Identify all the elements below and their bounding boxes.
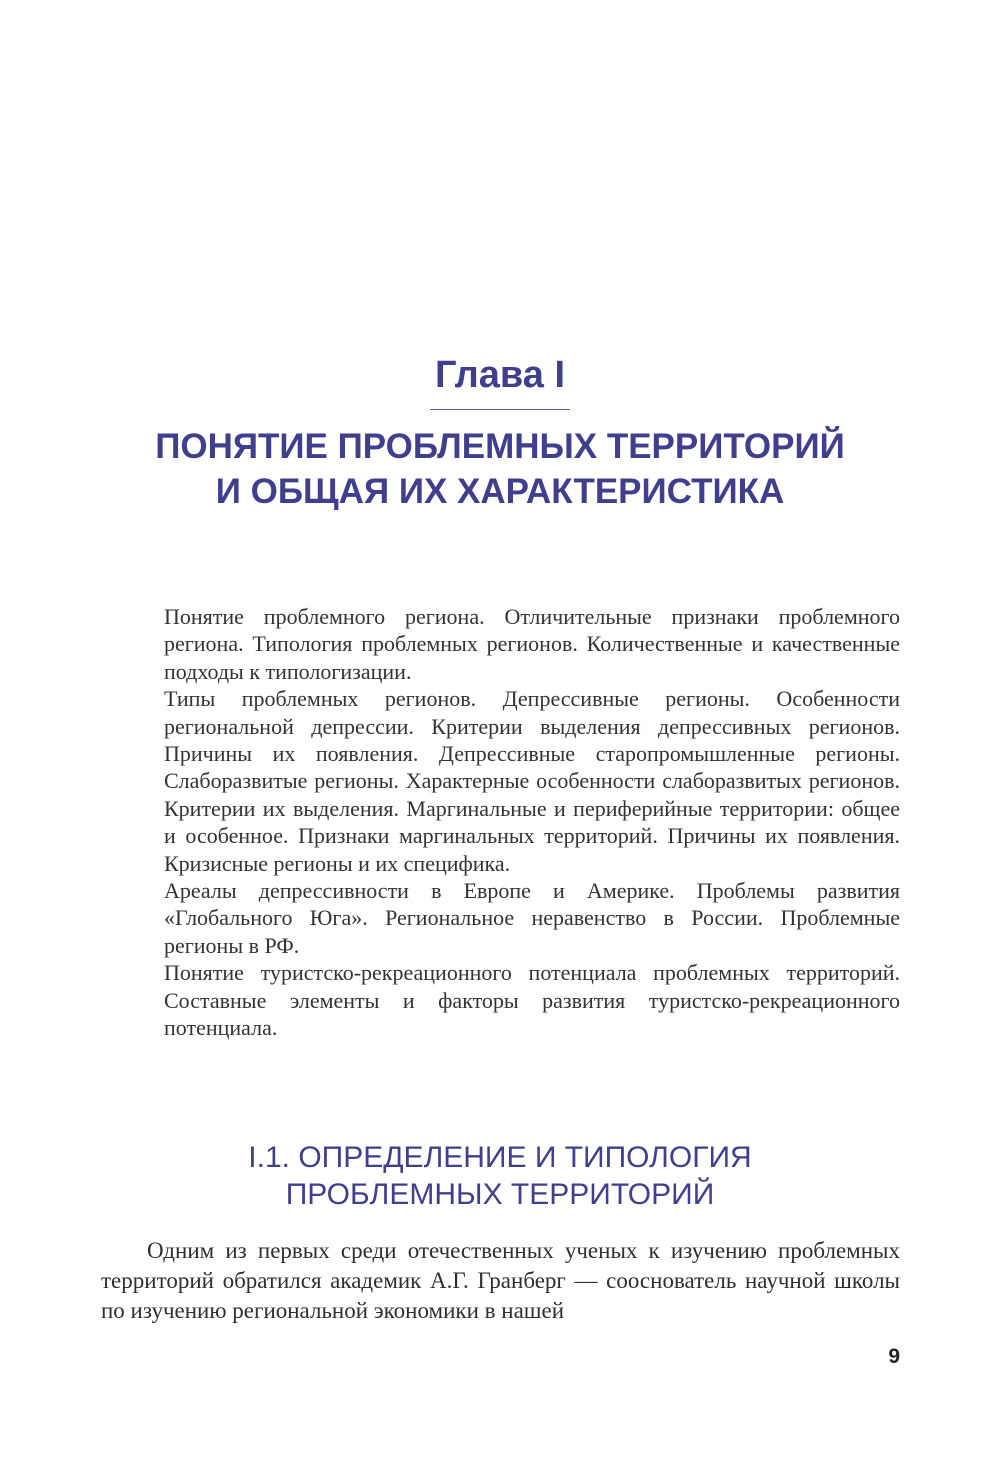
body-text xyxy=(101,1236,900,1326)
page-number: 9 xyxy=(888,1345,900,1368)
abstract-paragraph: Ареалы депрессивности в Европе и Америке. Проблемы развития «Глобального Юга». Региональное неравенство в России. Проблемные регионы в РФ. xyxy=(164,878,900,958)
chapter-divider xyxy=(430,409,570,410)
section-title-line: I.1. ОПРЕДЕЛЕНИЕ И ТИПОЛОГИЯ xyxy=(248,1141,752,1174)
chapter-title xyxy=(0,424,1000,514)
chapter-abstract xyxy=(164,603,900,1042)
abstract-paragraph: Типы проблемных регионов. Депрессивные регионы. Особенности региональной депрессии. Критерии выделения депрессивных регионов. Причины их появления. Депрессивные старопромышленные регионы. Слаборазвитые регионы. Характерные особенности слаборазвитых регионов. Критерии их выделения. Маргинальные и периферийные территории: общее и особенное. Признаки маргинальных территорий. Причины их появления. Кризисные регионы и их специфика. xyxy=(164,686,900,876)
abstract-paragraph: Понятие проблемного региона. Отличительные признаки проблемного региона. Типология проблемных регионов. Количественные и качественные подходы к типологизации. xyxy=(164,604,900,684)
chapter-title-line: И ОБЩАЯ ИХ ХАРАКТЕРИСТИКА xyxy=(215,472,785,511)
section-title xyxy=(0,1139,1000,1213)
abstract-paragraph: Понятие туристско-рекреационного потенциала проблемных территорий. Составные элементы и факторы развития туристско-рекреационного потенциала. xyxy=(164,960,900,1041)
section-title-line: ПРОБЛЕМНЫХ ТЕРРИТОРИЙ xyxy=(285,1178,715,1211)
chapter-label: Глава I xyxy=(434,354,566,396)
body-paragraph: Одним из первых среди отечественных ученых к изучению проблемных территорий обратился академик А.Г. Гранберг — сооснователь научной школы по изучению региональной экономики в нашей xyxy=(101,1238,900,1323)
chapter-title-line: ПОНЯТИЕ ПРОБЛЕМНЫХ ТЕРРИТОРИЙ xyxy=(155,427,845,466)
